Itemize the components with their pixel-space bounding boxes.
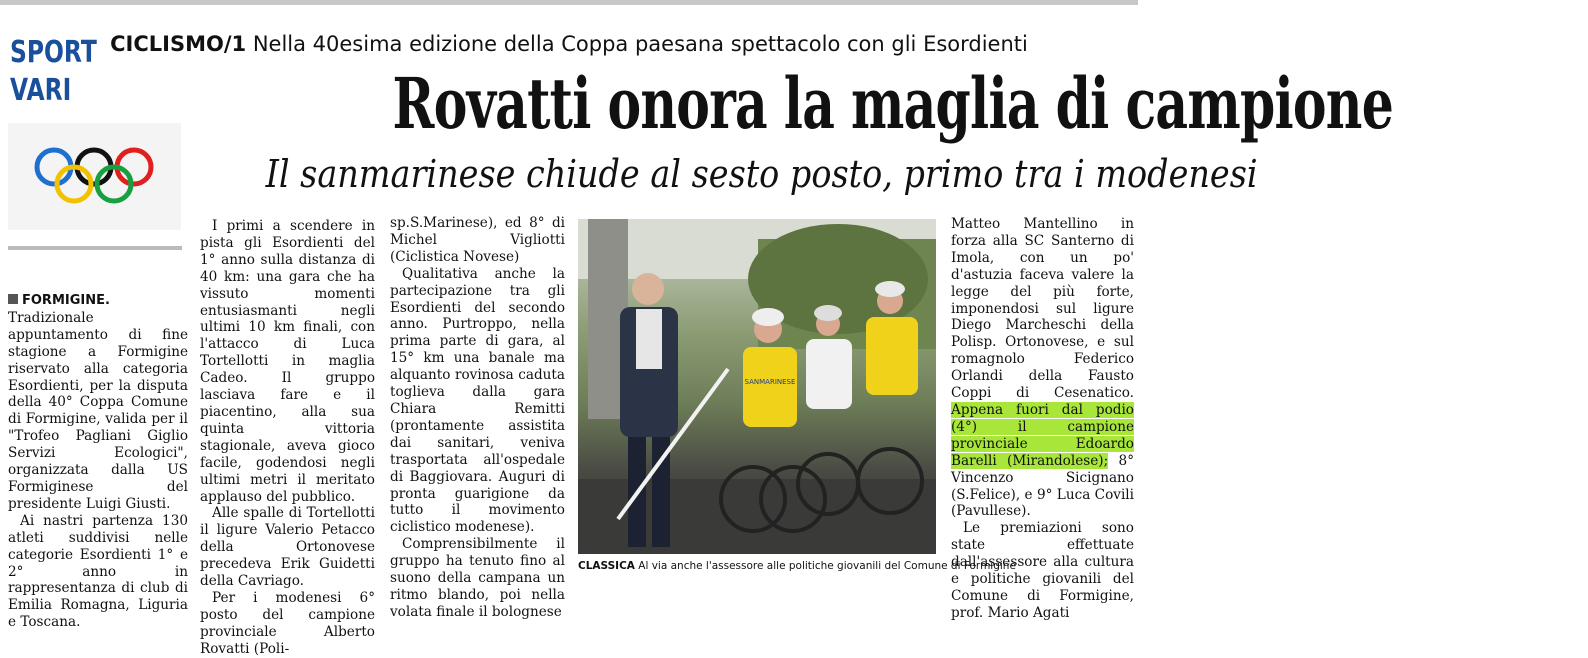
paragraph: Qualitativa anche la partecipazione tra gli Esordienti del secondo anno. Purtroppo, nella prima parte di gara, al 15° km una banale ma alquanto rovinosa caduta toglieva dalla gara Chiara Remitti (prontamente assistita dai sanitari, veniva trasportata all'ospedale di Baggiovara. Auguri di pronta guarigione da tutto il movimento ciclistico modenese).: [390, 265, 565, 536]
subheadline-text: Il sanmarinese chiude al sesto posto, primo tra i modenesi: [265, 152, 1258, 196]
kicker-head: CICLISMO/1: [110, 32, 247, 56]
paragraph: sp.S.Marinese), ed 8° di Michel Vigliotti (Ciclistica Novese): [390, 215, 565, 265]
paragraph: Alle spalle di Tortellotti il ligure Valerio Petacco della Ortonovese precedeva Erik Guidetti della Cavriago.: [200, 505, 375, 590]
olympic-rings-logo: [8, 123, 181, 230]
paragraph: Comprensibilmente il gruppo ha tenuto fino al suono della campana un ritmo blando, poi nella volata finale il bolognese: [390, 536, 565, 620]
highlighted-text: Appena fuori dal podio (4°) il campione provinciale Edoardo Barelli (Mirandolese);: [951, 401, 1134, 469]
subheadline: [198, 152, 1258, 196]
paragraph: Le premiazioni sono state effettuate dall'assessore alla cultura e politiche giovanili del Comune di Formigine, prof. Mario Agati: [951, 520, 1134, 621]
bullet-square-icon: [8, 294, 18, 304]
race-start-photo: [578, 219, 936, 554]
article-column-3: [390, 215, 565, 621]
kicker: [0, 32, 1138, 56]
caption-text: Al via anche l'assessore alle politiche giovanili del Comune di Formigine: [634, 560, 1016, 572]
headline-text: Rovatti onora la maglia di campione: [392, 62, 1394, 145]
headline: [198, 62, 1394, 145]
dateline: FORMIGINE.: [22, 293, 110, 308]
paragraph: I primi a scendere in pista gli Esordienti del 1° anno sulla distanza di 40 km: una gara che ha vissuto momenti entusiasmanti negli ultimi 10 km finali, con l'attacco di Luca Tortellotti in maglia Cadeo. Il gruppo lasciava fare e il piacentino, alla sua quinta vittoria stagionale, aveva gioco facile, godendosi negli ultimi metri il meritato applauso del pubblico.: [200, 218, 375, 505]
caption-head: CLASSICA: [578, 560, 635, 572]
kicker-text: Nella 40esima edizione della Coppa paesana spettacolo con gli Esordienti: [246, 32, 1028, 56]
section-line-2: VARI: [10, 73, 72, 108]
top-rule: [0, 0, 1138, 5]
jersey-banner: SANMARINESE: [744, 378, 796, 386]
article-column-4: [951, 216, 1134, 622]
section-divider: [8, 246, 182, 250]
photo-caption: [578, 560, 1016, 572]
article-column-2: [200, 218, 375, 658]
paragraph: 8° Vincenzo Sicignano (S.Felice), e 9° Luca Covili (Pavullese).: [951, 452, 1134, 520]
paragraph: Matteo Mantellino in forza alla SC Santerno di Imola, con un po' d'astuzia faceva valere la legge del più forte, imponendosi sul ligure Diego Marcheschi della Polisp. Ortonovese, e sul romagnolo Federico Orlandi della Fausto Coppi di Cesenatico.: [951, 216, 1134, 402]
section-line-1: SPORT: [10, 35, 97, 70]
paragraph: Ai nastri partenza 130 atleti suddivisi nelle categorie Esordienti 1° e 2° anno in rappresentanza di club di Emilia Romagna, Liguria e Toscana.: [8, 512, 188, 631]
article-column-1: [8, 292, 188, 631]
paragraph: Tradizionale appuntamento di fine stagione a Formigine riservato alla categoria Esordienti, per la disputa della 40° Coppa Comune di Formigine, valida per il "Trofeo Pagliani Giglio Servizi Ecologici", organizzata dalla US Formiginese del presidente Luigi Giusti.: [8, 309, 188, 512]
paragraph: Per i modenesi 6° posto del campione provinciale Alberto Rovatti (Poli-: [200, 589, 375, 657]
